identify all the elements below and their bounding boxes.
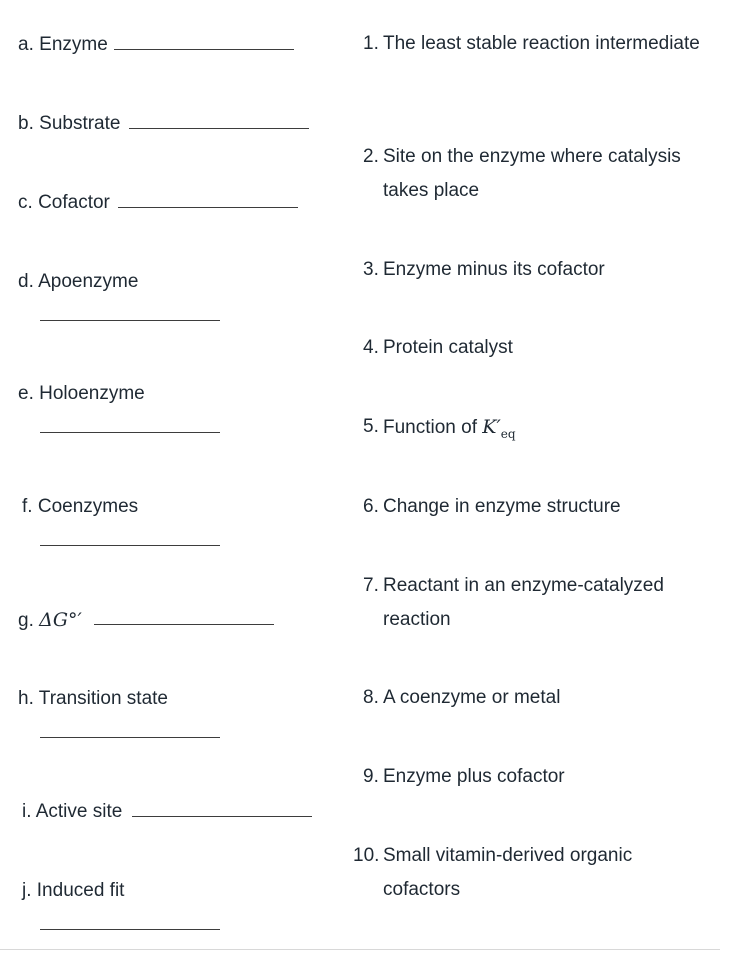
- answer-blank-e[interactable]: [40, 432, 220, 433]
- bottom-divider: [0, 949, 720, 950]
- term-g: g. ΔG°′: [18, 609, 82, 631]
- term-f: f. Coenzymes: [22, 496, 139, 517]
- term-b: b. Substrate: [18, 113, 121, 134]
- answer-blank-d[interactable]: [40, 320, 220, 321]
- answer-blank-i[interactable]: [132, 816, 312, 817]
- term-a: a. Enzyme: [18, 34, 108, 55]
- term-h: h. Transition state: [18, 688, 168, 709]
- term-d: d. Apoenzyme: [18, 271, 139, 292]
- answer-blank-b[interactable]: [129, 128, 309, 129]
- term-e: e. Holoenzyme: [18, 383, 145, 404]
- answer-blank-c[interactable]: [118, 207, 298, 208]
- answer-blank-g[interactable]: [94, 624, 274, 625]
- k-eq-subscript: eq: [500, 427, 516, 441]
- answer-blank-a[interactable]: [114, 49, 294, 50]
- term-i: i. Active site: [22, 801, 123, 822]
- term-c: c. Cofactor: [18, 192, 110, 213]
- delta-g-symbol: ΔG°′: [39, 609, 82, 631]
- answer-blank-h[interactable]: [40, 737, 220, 738]
- answer-blank-f[interactable]: [40, 545, 220, 546]
- answer-blank-j[interactable]: [40, 929, 220, 930]
- k-eq-symbol: K′: [482, 416, 501, 438]
- term-j: j. Induced fit: [22, 880, 125, 901]
